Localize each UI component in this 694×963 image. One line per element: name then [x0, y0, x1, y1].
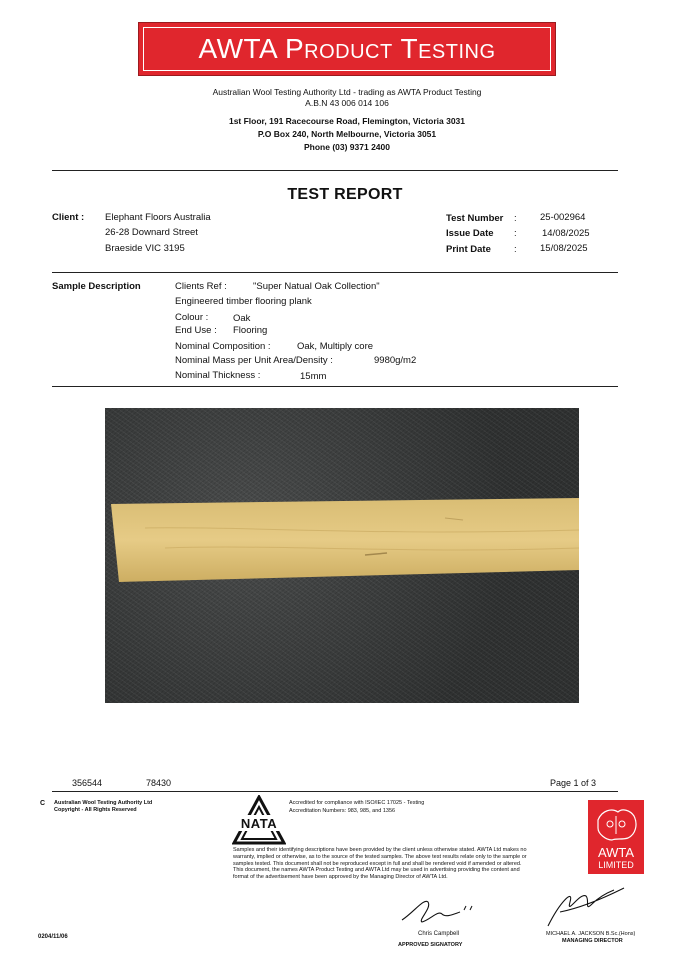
client-divider [52, 272, 618, 273]
client-suburb: Braeside VIC 3195 [105, 243, 185, 254]
client-name: Elephant Floors Australia [105, 212, 211, 223]
issue-date-label: Issue Date [446, 228, 494, 239]
report-title: TEST REPORT [287, 186, 403, 203]
copyright-line-2: Copyright - All Rights Reserved [54, 807, 137, 813]
thickness-value: 15mm [300, 371, 327, 382]
director-signature [540, 882, 630, 932]
test-number-sep: : [514, 213, 517, 224]
footer-divider [52, 791, 618, 792]
issue-date-value: 14/08/2025 [542, 228, 590, 239]
colour-label: Colour : [175, 312, 209, 323]
sample-heading: Sample Description [52, 281, 141, 292]
test-number-value: 25-002964 [540, 212, 586, 223]
form-code: 0204/11/06 [38, 934, 68, 940]
copyright-symbol: C [39, 800, 46, 807]
accreditation-line-1: Accredited for compliance with ISO/IEC 17025 - Testing [289, 800, 425, 806]
product-description: Engineered timber flooring plank [175, 296, 312, 307]
clients-ref-label: Clients Ref : [175, 281, 227, 292]
accreditation-line-2: Accreditation Numbers: 983, 985, and 1356 [289, 808, 396, 814]
timber-plank-image [105, 408, 579, 703]
page-number: Page 1 of 3 [550, 778, 597, 788]
logo-text-awta: AWTA [597, 845, 635, 860]
signatory-title: APPROVED SIGNATORY [398, 942, 463, 948]
sample-divider [52, 386, 618, 387]
director-name: MICHAEL A. JACKSON B.Sc.(Hons) [546, 931, 636, 937]
approved-signature [398, 890, 488, 930]
client-street: 26-28 Downard Street [105, 227, 198, 238]
awta-banner [138, 22, 556, 76]
client-label: Client : [52, 212, 85, 223]
address-line-1: 1st Floor, 191 Racecourse Road, Flemington, Victoria 3031 [228, 116, 466, 126]
mass-label: Nominal Mass per Unit Area/Density : [175, 355, 333, 366]
copyright-line-1: Australian Wool Testing Authority Ltd [54, 800, 153, 806]
signatory-name: Chris Campbell [418, 931, 460, 937]
header-divider [52, 170, 618, 171]
composition-label: Nominal Composition : [175, 341, 271, 352]
awta-limited-logo [588, 800, 644, 874]
clients-ref-value: "Super Natual Oak Collection" [253, 281, 380, 292]
thickness-label: Nominal Thickness : [175, 370, 261, 381]
nata-logo [232, 795, 286, 845]
nata-text: NATA [240, 816, 278, 831]
print-date-sep: : [514, 244, 517, 255]
issue-date-sep: : [514, 228, 517, 239]
address-line-2: P.O Box 240, North Melbourne, Victoria 3051 [257, 129, 437, 139]
print-date-label: Print Date [446, 244, 491, 255]
test-number-label: Test Number [446, 213, 504, 224]
sample-photo [105, 408, 579, 703]
abn-line: A.B.N 43 006 014 106 [305, 98, 389, 108]
director-title: MANAGING DIRECTOR [562, 938, 623, 944]
colour-value: Oak [233, 313, 251, 324]
disclaimer-text: Samples and their identifying descriptions have been provided by the client unless otherwise stated. AWTA Ltd makes no warranty, implied or otherwise, as to the source of the tested samples. The above test results relate only to the sample or samples tested. This document shall not be reproduced except in full and shall be rendered void if amended or altered. This document, the names AWTA Product Testing and AWTA Ltd may be used in advertising providing the content and format of the advertisement have been approved by the Managing Director of AWTA Ltd. [233, 847, 527, 881]
logo-text-limited: LIMITED [598, 860, 634, 870]
composition-value: Oak, Multiply core [297, 341, 374, 352]
end-use-value: Flooring [233, 325, 268, 336]
australia-map-icon [588, 802, 644, 846]
footer-code-2: 78430 [146, 778, 172, 788]
phone-line: Phone (03) 9371 2400 [304, 142, 390, 152]
company-line: Australian Wool Testing Authority Ltd - trading as AWTA Product Testing [212, 87, 482, 97]
footer-code-1: 356544 [72, 778, 103, 788]
mass-value: 9980g/m2 [374, 355, 417, 366]
banner-title: AWTA Product Testing [143, 27, 551, 71]
print-date-value: 15/08/2025 [540, 243, 588, 254]
end-use-label: End Use : [175, 325, 217, 336]
